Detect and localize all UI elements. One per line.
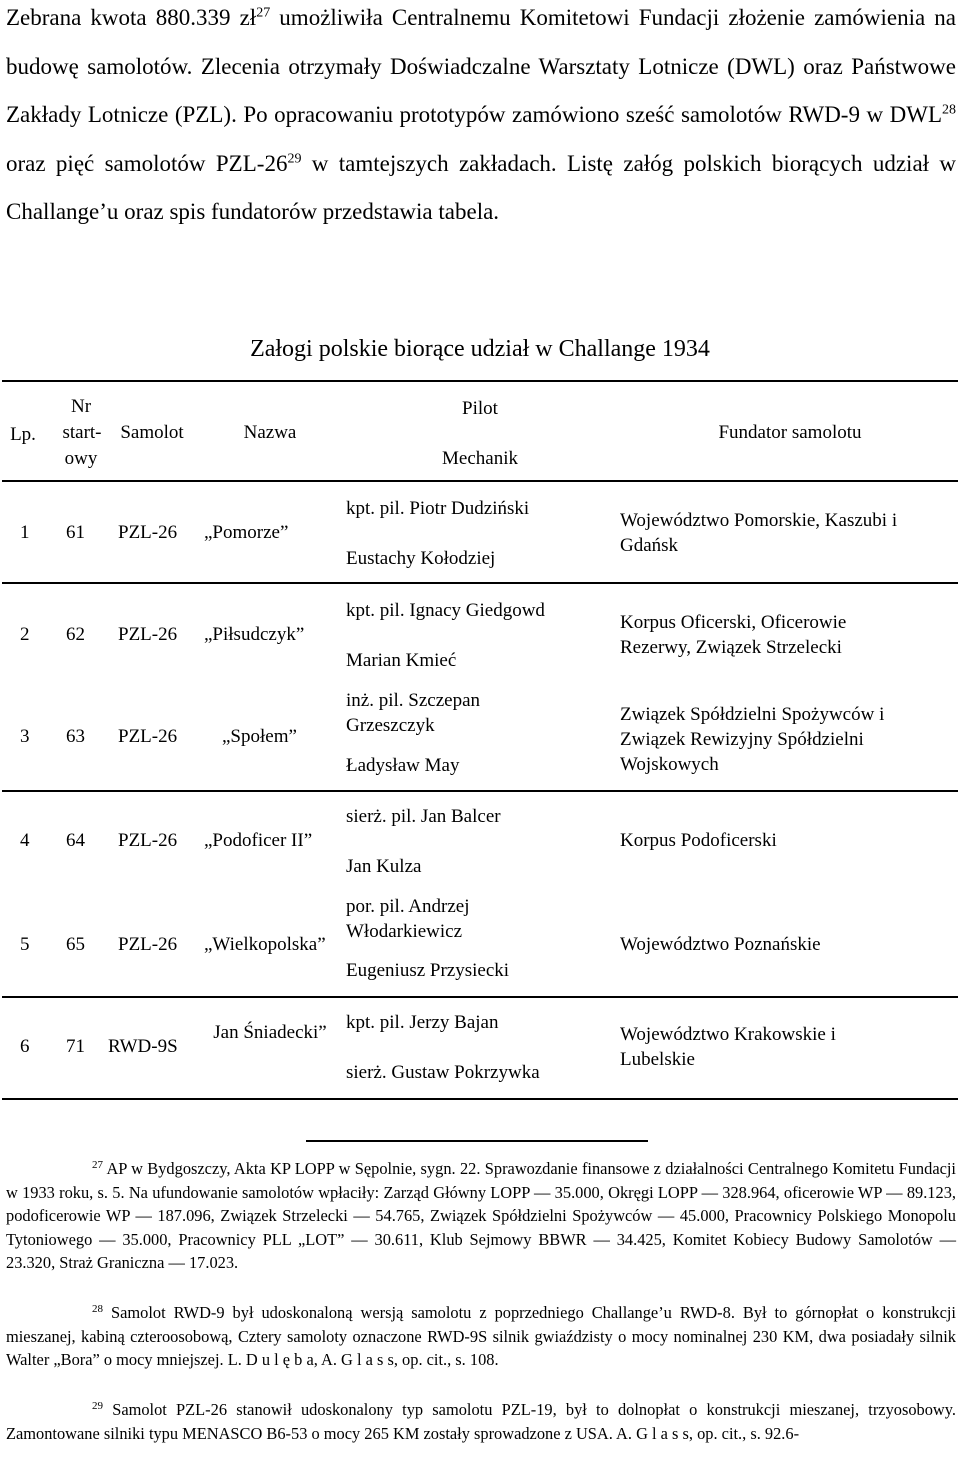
cell-lp: 4 xyxy=(20,830,30,851)
header-nr-1: Nr xyxy=(70,396,92,417)
footnote-29 xyxy=(6,1398,956,1445)
row-rule xyxy=(2,582,958,584)
table-rule xyxy=(2,1098,958,1100)
cell-fundator: Województwo Pomorskie, Kaszubi i Gdańsk xyxy=(620,510,898,556)
row-rule xyxy=(2,790,958,792)
cell-samolot: PZL-26 xyxy=(118,624,178,645)
cell-lp: 1 xyxy=(20,522,30,543)
cell-samolot: PZL-26 xyxy=(118,830,178,851)
cell-nazwa: „Pomorze” xyxy=(204,522,289,543)
header-fundator: Fundator samolotu xyxy=(718,422,862,443)
header-nr-3: owy xyxy=(64,448,98,469)
cell-pilot: por. pil. Andrzej Włodarkiewicz xyxy=(346,896,470,942)
cell-nr: 71 xyxy=(66,1036,85,1057)
header-samolot: Samolot xyxy=(120,422,184,443)
cell-mechanik: Jan Kulza xyxy=(346,856,422,877)
cell-fundator: Korpus Podoficerski xyxy=(620,830,777,851)
footnote-separator xyxy=(306,1140,648,1142)
cell-lp: 6 xyxy=(20,1036,30,1057)
cell-nr: 63 xyxy=(66,726,85,747)
intro-paragraph xyxy=(6,0,956,237)
cell-fundator: Województwo Krakowskie i Lubelskie xyxy=(620,1024,836,1070)
cell-nazwa: „Podoficer II” xyxy=(204,830,313,851)
header-nr-2: start- xyxy=(62,422,102,443)
cell-mechanik: Eustachy Kołodziej xyxy=(346,548,496,569)
table-rule xyxy=(2,380,958,382)
cell-lp: 2 xyxy=(20,624,30,645)
cell-mechanik: Marian Kmieć xyxy=(346,650,457,671)
cell-fundator: Korpus Oficerski, Oficerowie Rezerwy, Związek Strzelecki xyxy=(620,612,847,658)
cell-samolot: RWD-9S xyxy=(108,1036,178,1057)
cell-fundator: Związek Spółdzielni Spożywców i Związek Rewizyjny Spółdzielni Wojskowych xyxy=(620,704,885,775)
cell-nazwa: „Wielkopolska” xyxy=(204,934,326,955)
table-title: Załogi polskie biorące udział w Challange 1934 xyxy=(250,336,710,362)
para-text-2: umożliwiła Centralnemu Komitetowi Fundacji złożenie zamówienia na budowę samolotów. Zlecenia otrzymały Doświadczalne Warsztaty Lotnicze (DWL) oraz Państwowe Zakłady Lotnicze (PZL). Po opracowaniu prototypów zamówiono sześć samolotów RWD-9 w DWL xyxy=(6,5,956,128)
footnote-number: 28 xyxy=(92,1302,103,1315)
cell-nr: 64 xyxy=(66,830,85,851)
cell-pilot: kpt. pil. Piotr Dudziński xyxy=(346,498,530,519)
cell-nr: 61 xyxy=(66,522,85,543)
footnote-ref-27[interactable]: 27 xyxy=(256,5,271,21)
cell-nazwa: „Społem” xyxy=(222,726,297,747)
cell-pilot: kpt. pil. Jerzy Bajan xyxy=(346,1012,499,1033)
cell-nazwa: Jan Śniadecki” xyxy=(213,1022,327,1043)
footnote-text: Samolot RWD-9 był udoskonaloną wersją samolotu z poprzedniego Challange’u RWD-8. Był to górnopłat o konstrukcji mieszanej, kabiną czteroosobową, Cztery samoloty oznaczone RWD-9S silnik gwiaździsty o mocy nominalnej 230 KM, dwa posiadały silnik Walter „Bora” o mocy mniejszej. L. D u l ę b a, A. G l a s s, op. cit., s. 108. xyxy=(6,1303,956,1370)
cell-pilot: kpt. pil. Ignacy Giedgowd xyxy=(346,600,545,621)
header-nazwa: Nazwa xyxy=(243,422,297,443)
footnote-number: 29 xyxy=(92,1399,103,1412)
cell-nr: 65 xyxy=(66,934,85,955)
cell-nr: 62 xyxy=(66,624,85,645)
cell-pilot: sierż. pil. Jan Balcer xyxy=(346,806,501,827)
cell-samolot: PZL-26 xyxy=(118,522,178,543)
cell-mechanik: Ładysław May xyxy=(346,755,460,776)
footnote-28 xyxy=(6,1301,956,1372)
header-lp: Lp. xyxy=(10,424,36,445)
footnote-ref-29[interactable]: 29 xyxy=(287,151,302,167)
cell-samolot: PZL-26 xyxy=(118,934,178,955)
header-mechanik: Mechanik xyxy=(442,448,518,469)
header-pilot: Pilot xyxy=(462,398,498,419)
para-text-1: Zebrana kwota 880.339 zł xyxy=(6,5,257,30)
cell-samolot: PZL-26 xyxy=(118,726,178,747)
footnote-27 xyxy=(6,1157,956,1275)
footnote-text: Samolot PZL-26 stanowił udoskonalony typ samolotu PZL-19, był to dolnopłat o konstrukcji mieszanej, trzyosobowy. Zamontowane silniki typu MENASCO B6-53 o mocy 265 KM zostały sprowadzone z USA. A. G l a s s, op. cit., s. 92.6- xyxy=(6,1400,956,1443)
para-text-3: oraz pięć samolotów PZL-26 xyxy=(6,150,288,176)
footnote-text: AP w Bydgoszczy, Akta KP LOPP w Sępolnie, sygn. 22. Sprawozdanie finansowe z działalności Centralnego Komitetu Fundacji w 1933 roku, s. 5. Na ufundowanie samolotów wpłaciły: Zarząd Główny LOPP — 35.000, Okręgi LOPP — 328.964, oficerowie WP — 89.123, podoficerowie WP — 187.096, Związek Strzelecki — 54.765, Związek Spółdzielni Spożywców — 45.000, Pracownicy Polskiego Monopolu Tytoniowego — 35.000, Pracownicy PLL „LOT” — 30.611, Klub Sejmowy BBWR — 34.425, Komitet Kobiecy Budowy Samolotów — 23.320, Straż Graniczna — 17.023. xyxy=(6,1159,956,1273)
cell-nazwa: „Piłsudczyk” xyxy=(204,624,305,645)
table-rule xyxy=(2,480,958,482)
row-rule xyxy=(2,996,958,998)
footnote-number: 27 xyxy=(92,1158,103,1171)
cell-lp: 5 xyxy=(20,934,30,955)
footnote-ref-28[interactable]: 28 xyxy=(942,102,956,118)
cell-mechanik: sierż. Gustaw Pokrzywka xyxy=(346,1062,540,1083)
cell-fundator: Województwo Poznańskie xyxy=(620,934,821,955)
cell-mechanik: Eugeniusz Przysiecki xyxy=(346,960,510,981)
cell-pilot: inż. pil. Szczepan Grzeszczyk xyxy=(346,690,481,736)
para-text-4: w tamtejszych zakładach. Listę załóg polskich biorących udział w Challange’u oraz spis fundatorów przedstawia tabela. xyxy=(6,150,957,225)
cell-lp: 3 xyxy=(20,726,30,747)
